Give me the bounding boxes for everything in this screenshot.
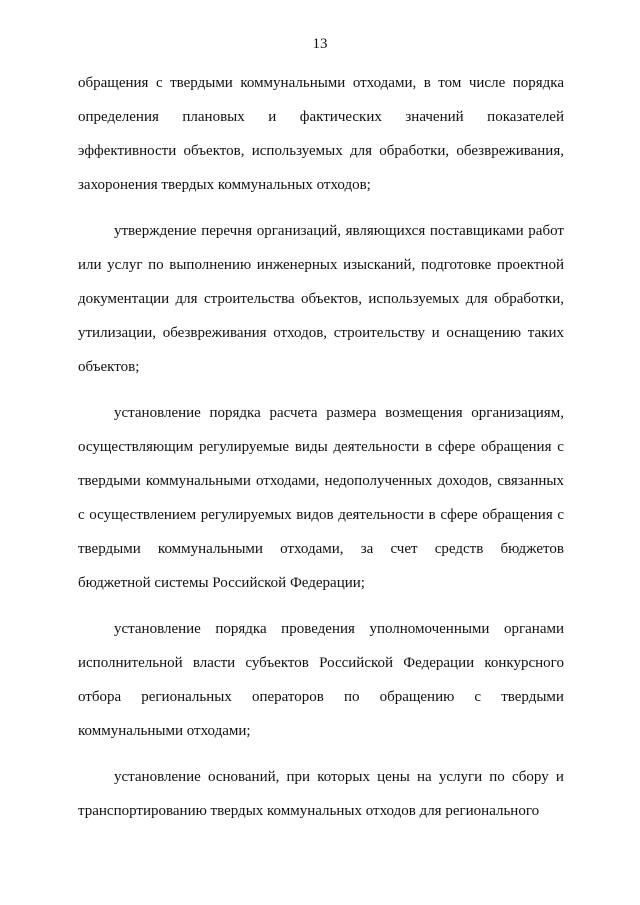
text-line: захоронения твердых коммунальных отходов;: [78, 177, 371, 193]
text-line: бюджетной системы Российской Федерации;: [78, 575, 365, 591]
text-line: эффективности объектов, используемых для обработки, обезвреживания,: [78, 143, 564, 159]
text-line: исполнительной власти субъектов Российской Федерации конкурсного: [78, 655, 564, 671]
paragraph: [78, 214, 564, 384]
text-line: или услуг по выполнению инженерных изысканий, подготовке проектной: [78, 257, 564, 273]
text-line: документации для строительства объектов, используемых для обработки,: [78, 291, 564, 307]
text-line: утверждение перечня организаций, являющихся поставщиками работ: [114, 223, 564, 239]
text-line: обращения с твердыми коммунальными отходами, в том числе порядка: [78, 75, 564, 91]
text-line: осуществляющим регулируемые виды деятельности в сфере обращения с: [78, 439, 564, 455]
text-line: с осуществлением регулируемых видов деятельности в сфере обращения с: [78, 507, 564, 523]
page-number: 13: [312, 36, 328, 52]
text-line: установление оснований, при которых цены на услуги по сбору и: [114, 769, 564, 785]
text-line: транспортированию твердых коммунальных отходов для регионального: [78, 803, 540, 819]
text-line: определения плановых и фактических значений показателей: [78, 109, 564, 125]
text-line: отбора региональных операторов по обращению с твердыми: [78, 689, 564, 705]
paragraph: [78, 612, 564, 748]
document-body: [78, 66, 564, 840]
text-line: коммунальными отходами;: [78, 723, 251, 739]
text-line: утилизации, обезвреживания отходов, строительству и оснащению таких: [78, 325, 564, 341]
paragraph: [78, 66, 564, 202]
text-line: установление порядка проведения уполномоченными органами: [114, 621, 564, 637]
text-line: твердыми коммунальными отходами, недополученных доходов, связанных: [78, 473, 564, 489]
paragraph: [78, 760, 564, 828]
text-line: установление порядка расчета размера возмещения организациям,: [114, 405, 564, 421]
text-line: объектов;: [78, 359, 140, 375]
paragraph: [78, 396, 564, 600]
text-line: твердыми коммунальными отходами, за счет средств бюджетов: [78, 541, 564, 557]
